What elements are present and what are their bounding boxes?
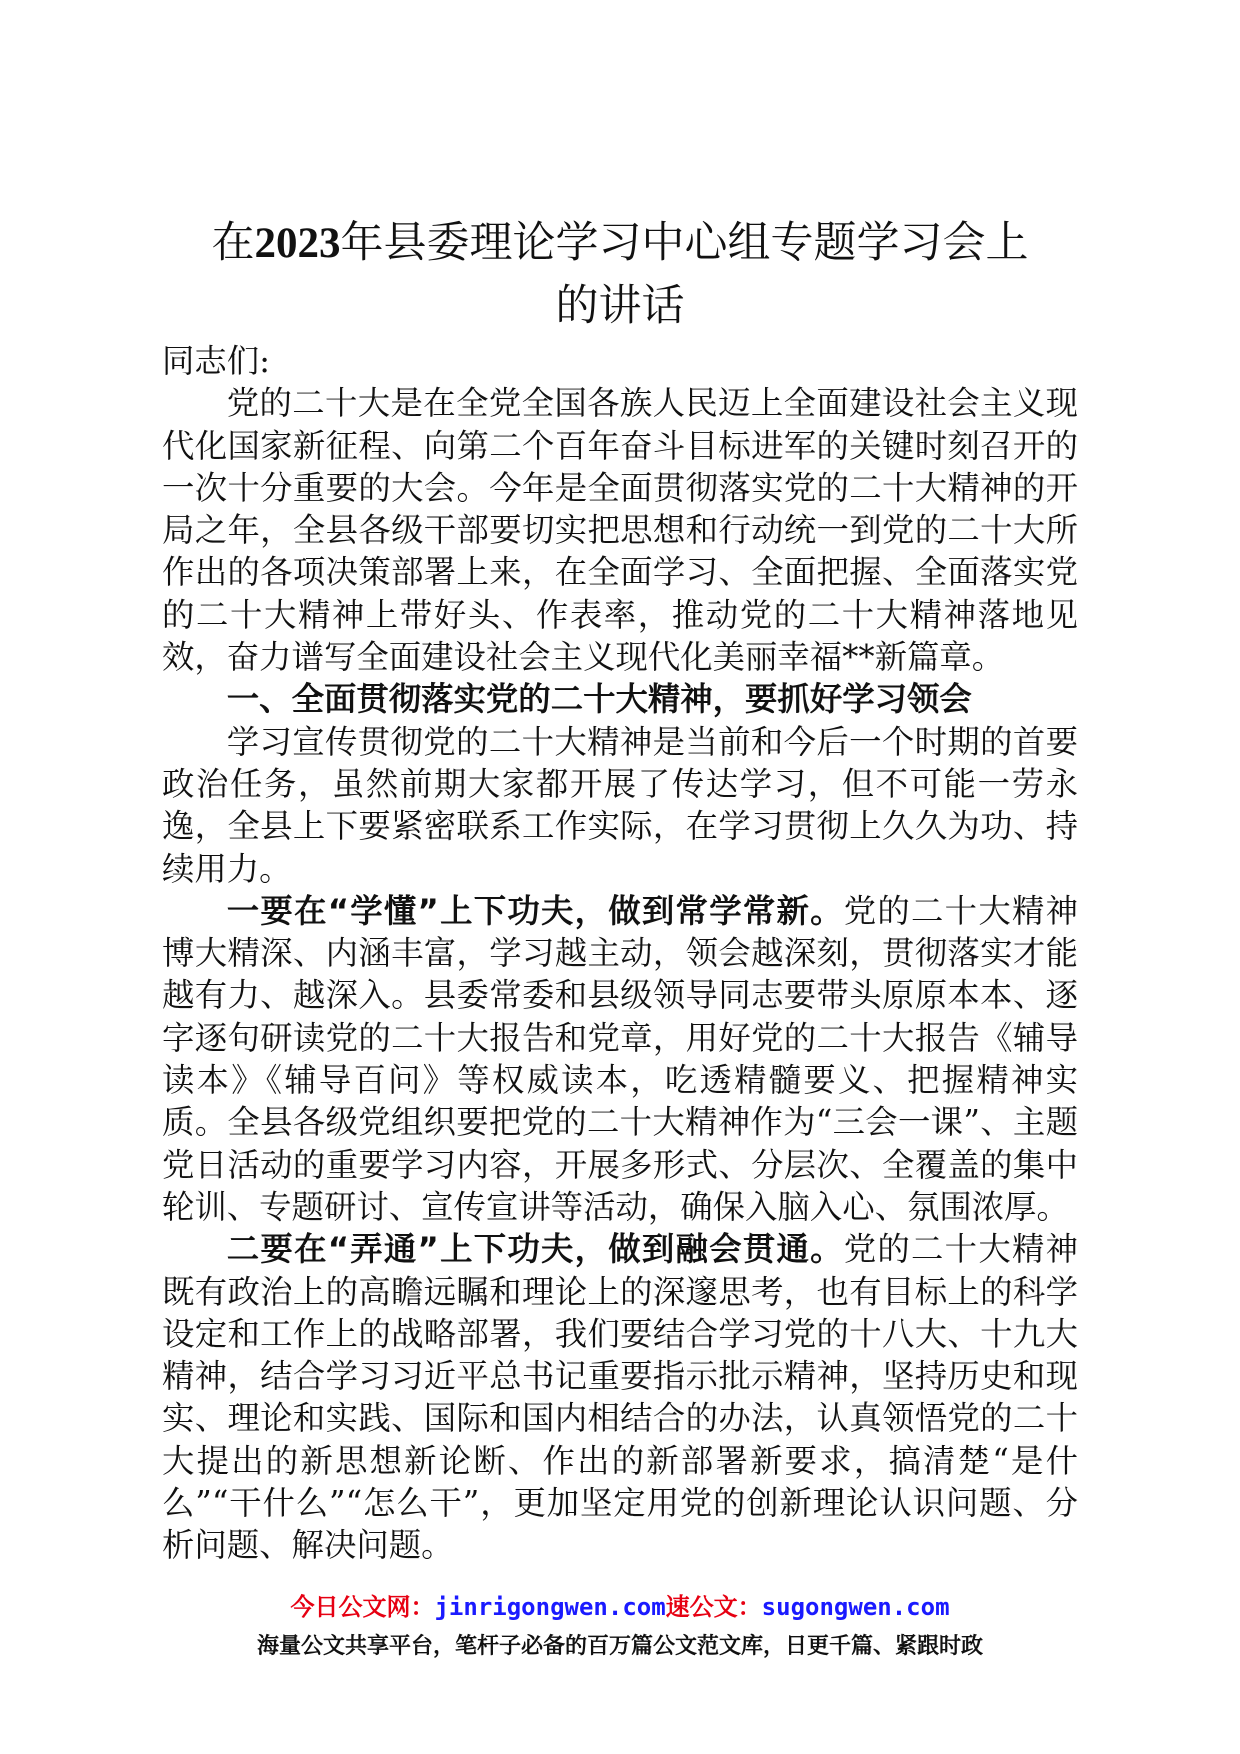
point-1-paragraph xyxy=(162,890,1078,1228)
title-year: 2023 xyxy=(254,220,341,267)
site2-label: 速公文： xyxy=(665,1593,762,1621)
point-1-lead: 一要在“学懂”上下功夫，做到常学常新。 xyxy=(226,891,844,930)
intro-paragraph: 党的二十大是在全党全国各族人民迈上全面建设社会主义现代化国家新征程、向第二个百年奋斗目标进军的关键时刻召开的一次十分重要的大会。今年是全面贯彻落实党的二十大精神的开局之年，全县各级干部要切实把思想和行动统一到党的二十大所作出的各项决策部署上来，在全面学习、全面把握、全面落实党的二十大精神上带好头、作表率，推动党的二十大精神落地见效，奋力谱写全面建设社会主义现代化美丽幸福**新篇章。 xyxy=(162,384,1078,677)
salutation: 同志们: xyxy=(162,342,271,380)
point-2-lead: 二要在“弄通”上下功夫，做到融会贯通。 xyxy=(226,1230,844,1269)
point-2-paragraph xyxy=(162,1228,1078,1566)
document-title xyxy=(160,212,1080,337)
section-1-intro: 学习宣传贯彻党的二十大精神是当前和今后一个时期的首要政治任务，虽然前期大家都开展了传达学习，但不可能一劳永逸，全县上下要紧密联系工作实际，在学习贯彻上久久为功、持续用力。 xyxy=(162,722,1078,888)
document-body xyxy=(162,340,1078,1567)
point-2-text: 党的二十大精神既有政治上的高瞻远瞩和理论上的深邃思考，也有目标上的科学设定和工作上的战略部署，我们要结合学习党的十八大、十九大精神，结合学习习近平总书记重要指示批示精神，坚持历史和现实、理论和实践、国际和国内相结合的办法，认真领悟党的二十大提出的新思想新论断、作出的新部署新要求，搞清楚“是什么”“干什么”“怎么干”，更加坚定用党的创新理论认识问题、分析问题、解决问题。 xyxy=(162,1230,1078,1565)
footer-tagline: 海量公文共享平台，笔杆子必备的百万篇公文范文库，日更千篇、紧跟时政 xyxy=(256,1634,983,1659)
title-line-1: 在2023年县委理论学习中心组专题学习会上 xyxy=(211,218,1029,268)
site1-link[interactable]: jinrigongwen.com xyxy=(434,1593,666,1621)
footer-watermark xyxy=(0,1590,1240,1664)
footer-links xyxy=(0,1590,1240,1624)
section-1-heading: 一、全面贯彻落实党的二十大精神，要抓好学习领会 xyxy=(226,680,972,719)
site2-link[interactable]: sugongwen.com xyxy=(761,1593,950,1621)
site1-label: 今日公文网： xyxy=(290,1593,435,1621)
title-line-2: 的讲话 xyxy=(555,281,685,331)
point-1-text: 党的二十大精神博大精深、内涵丰富，学习越主动，领会越深刻，贯彻落实才能越有力、越深入。县委常委和县级领导同志要带头原原本本、逐字逐句研读党的二十大报告和党章，用好党的二十大报告《辅导读本》《辅导百问》等权威读本，吃透精髓要义、把握精神实质。全县各级党组织要把党的二十大精神作为“三会一课”、主题党日活动的重要学习内容，开展多形式、分层次、全覆盖的集中轮训、专题研讨、宣传宣讲等活动，确保入脑入心、氛围浓厚。 xyxy=(162,891,1078,1226)
